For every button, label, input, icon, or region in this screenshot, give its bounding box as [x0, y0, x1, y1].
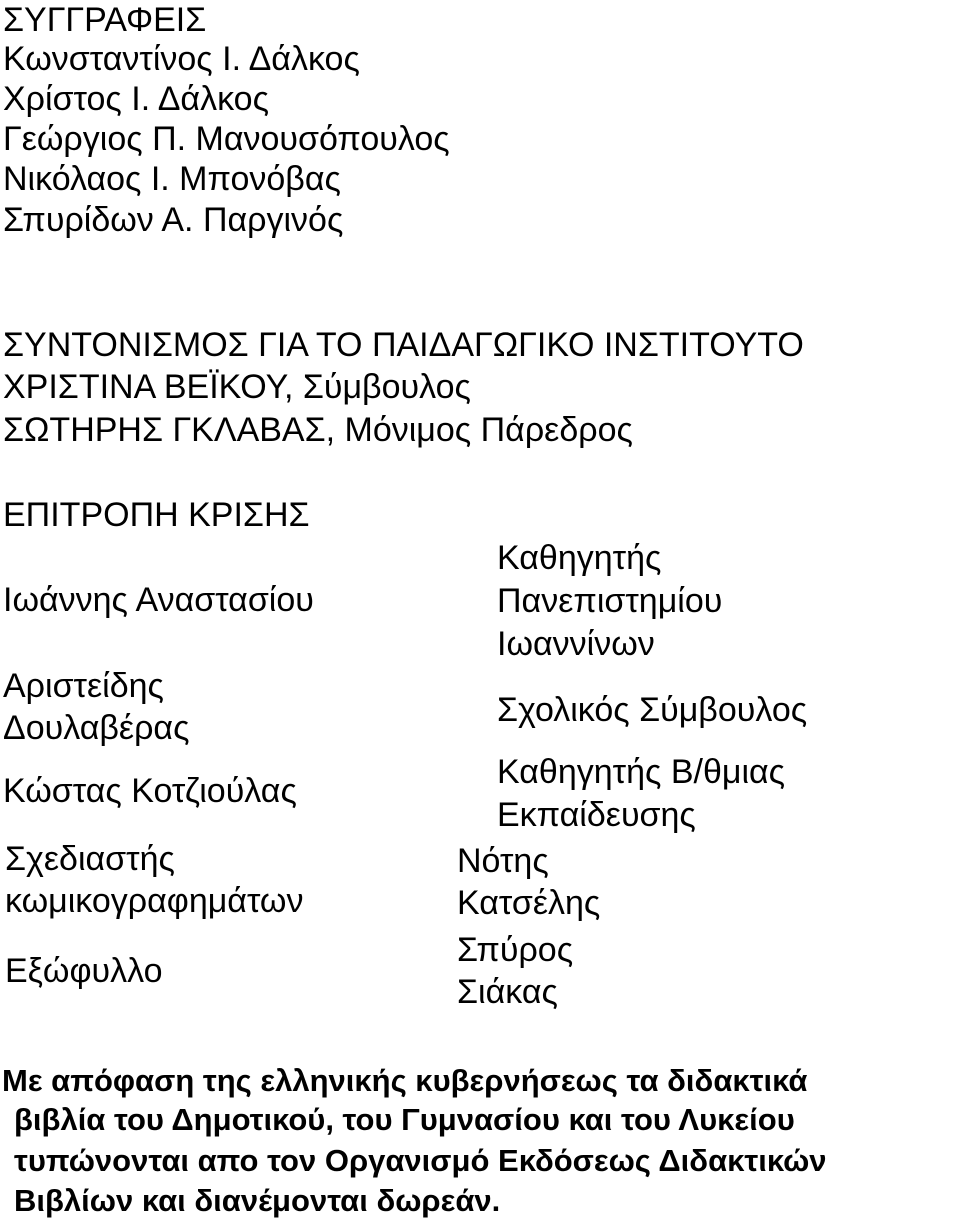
footer-notice-line: τυπώνονται απο τον Οργανισμό Εκδόσεως Διδακτικών	[14, 1143, 827, 1178]
cover-label: Εξώφυλλο	[5, 952, 163, 990]
author-name: Χρίστος Ι. Δάλκος	[3, 80, 269, 118]
committee-heading: ΕΠΙΤΡΟΠΗ ΚΡΙΣΗΣ	[3, 496, 310, 534]
committee-member-role: Πανεπιστημίου	[497, 582, 723, 620]
comics-artist-name: Κατσέλης	[457, 884, 601, 922]
committee-member-name: Κώστας Κοτζιούλας	[3, 772, 297, 810]
committee-member-name: Δουλαβέρας	[3, 709, 190, 747]
committee-member-role: Ιωαννίνων	[497, 625, 655, 663]
comics-artist-name: Νότης	[457, 842, 549, 880]
coordination-member: ΧΡΙΣΤΙΝΑ ΒΕΪΚΟΥ, Σύμβουλος	[3, 368, 471, 406]
comics-label: κωμικογραφημάτων	[5, 882, 304, 920]
committee-member-role: Καθηγητής	[497, 539, 662, 577]
footer-notice-line: βιβλία του Δημοτικού, του Γυμνασίου και του Λυκείου	[14, 1102, 795, 1137]
footer-notice-line: Με απόφαση της ελληνικής κυβερνήσεως τα διδακτικά	[2, 1063, 808, 1098]
coordination-heading: ΣΥΝΤΟΝΙΣΜΟΣ ΓΙΑ ΤΟ ΠΑΙΔΑΓΩΓΙΚΟ ΙΝΣΤΙΤΟΥΤΟ	[3, 326, 804, 364]
committee-member-name: Αριστείδης	[3, 667, 164, 705]
committee-member-role: Καθηγητής Β/θμιας	[497, 753, 786, 791]
footer-notice-line: Βιβλίων και διανέμονται δωρεάν.	[14, 1183, 501, 1218]
coordination-member: ΣΩΤΗΡΗΣ ΓΚΛΑΒΑΣ, Μόνιμος Πάρεδρος	[3, 411, 633, 449]
committee-member-role: Σχολικός Σύμβουλος	[497, 691, 808, 729]
cover-artist-name: Σιάκας	[457, 973, 558, 1011]
author-name: Γεώργιος Π. Μανουσόπουλος	[3, 120, 450, 158]
committee-member-name: Ιωάννης Αναστασίου	[3, 581, 314, 619]
author-name: Σπυρίδων Α. Παργινός	[3, 201, 344, 239]
cover-artist-name: Σπύρος	[457, 931, 574, 969]
committee-member-role: Εκπαίδευσης	[497, 796, 696, 834]
authors-heading: ΣΥΓΓΡΑΦΕΙΣ	[3, 1, 207, 39]
author-name: Νικόλαος Ι. Μπονόβας	[3, 160, 341, 198]
comics-label: Σχεδιαστής	[5, 840, 175, 878]
author-name: Κωνσταντίνος Ι. Δάλκος	[3, 40, 360, 78]
